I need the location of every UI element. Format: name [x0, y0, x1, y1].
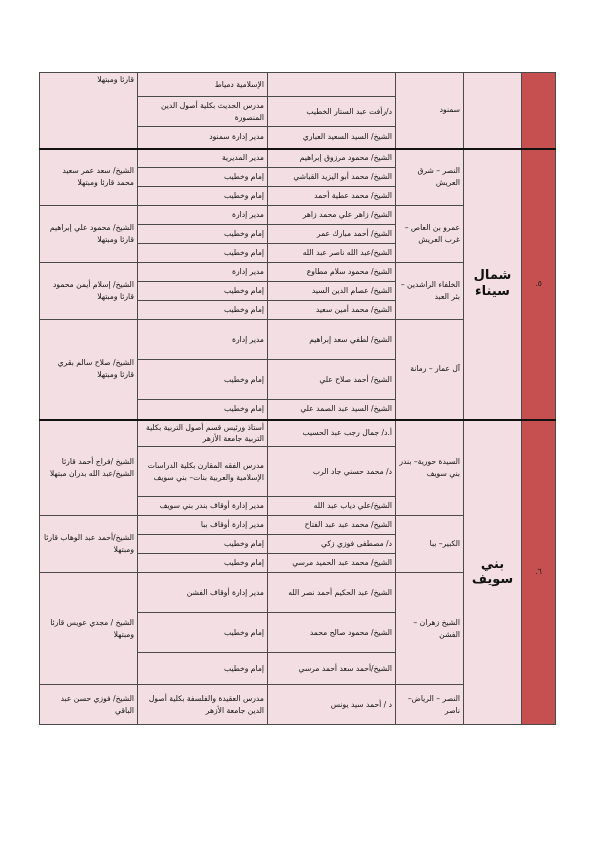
row-number-cell: ٦.	[522, 420, 556, 725]
name-cell: الشيخ/ محمد عطية أحمد	[268, 187, 396, 206]
area-cell: آل عمار – رمانة	[396, 320, 464, 420]
name-cell: الشيخ/ عبد الحكيم أحمد نصر الله	[268, 573, 396, 613]
name-cell: الشيخ/علي دياب عبد الله	[268, 497, 396, 516]
role-cell: إمام وخطيب	[138, 301, 268, 320]
role-cell: أستاذ ورئيس قسم أصول التربية بكلية التربية جامعة الأزهر	[138, 420, 268, 447]
reader-cell: الشيخ/ فوزي حسن عبد الباقي	[40, 685, 138, 725]
name-cell: الشيخ/ محمد عبد الحميد مرسي	[268, 554, 396, 573]
role-cell: إمام وخطيب	[138, 653, 268, 685]
name-cell: الشيخ/ محمد أمين سعيد	[268, 301, 396, 320]
role-cell: إمام وخطيب	[138, 187, 268, 206]
reader-cell: الشيخ/ محمود علي إبراهيم قارئا ومبتهلا	[40, 206, 138, 263]
area-cell: الشيخ زهران – الفشن	[396, 573, 464, 685]
name-cell: د / أحمد سيد يونس	[268, 685, 396, 725]
name-cell: د/ محمد حسني جاد الرب	[268, 447, 396, 497]
name-cell: الشيخ/ أحمد صلاح علي	[268, 360, 396, 400]
area-cell: الكبير– ببا	[396, 516, 464, 573]
role-cell: إمام وخطيب	[138, 400, 268, 420]
role-cell: مدير إدارة أوقاف ببا	[138, 516, 268, 535]
reader-cell: الشيخ /فراج أحمد قارئا الشيخ/عبد الله بدران مبتهلا	[40, 420, 138, 516]
role-cell: مدرس الحديث بكلية أصول الدين المنصورة	[138, 97, 268, 127]
role-cell: مدير إدارة أوقاف بندر بني سويف	[138, 497, 268, 516]
area-cell: النصر – شرق العريش	[396, 149, 464, 206]
role-cell: إمام وخطيب	[138, 613, 268, 653]
name-cell: أ.د/ جمال رجب عبد الحسيب	[268, 420, 396, 447]
role-cell: مدير إدارة	[138, 263, 268, 282]
name-cell: الشيخ/ محمد أبو اليزيد القباشي	[268, 168, 396, 187]
role-cell: إمام وخطيب	[138, 244, 268, 263]
role-cell: مدير المديرية	[138, 149, 268, 168]
name-cell: الشيخ/ محمد عبد عبد الفتاح	[268, 516, 396, 535]
role-cell: مدرس العقيدة والفلسفة بكلية أصول الدين جامعة الأزهر	[138, 685, 268, 725]
role-cell: إمام وخطيب	[138, 360, 268, 400]
role-cell: مدير إدارة	[138, 206, 268, 225]
area-cell: السيدة حورية– بندر بني سويف	[396, 420, 464, 516]
role-cell: مدير إدارة سمنود	[138, 127, 268, 149]
schedule-table	[39, 72, 556, 725]
name-cell: الشيخ/ أحمد مبارك عمر	[268, 225, 396, 244]
role-cell: الإسلامية دمياط	[138, 73, 268, 97]
name-cell: د/رأفت عبد الستار الخطيب	[268, 97, 396, 127]
name-cell: الشيخ/ زاهر علي محمد زاهر	[268, 206, 396, 225]
role-cell: إمام وخطيب	[138, 225, 268, 244]
name-cell: الشيخ/ السيد السعيد العباري	[268, 127, 396, 149]
role-cell: مدير إدارة أوقاف الفشن	[138, 573, 268, 613]
name-cell: د/ مصطفى فوزي زكي	[268, 535, 396, 554]
area-cell: سمنود	[396, 73, 464, 149]
name-cell: الشيخ/ عصام الدين السيد	[268, 282, 396, 301]
governorate-cell	[464, 73, 522, 149]
row-number-cell	[522, 73, 556, 149]
reader-cell: الشيخ/ سعد عمر سعيد محمد قارئا ومبتهلا	[40, 149, 138, 206]
name-cell: الشيخ/ السيد عبد الصمد علي	[268, 400, 396, 420]
name-cell: الشيخ/ محمود سلام مطاوع	[268, 263, 396, 282]
governorate-cell: شمال سيناء	[464, 149, 522, 420]
name-cell: الشيخ/أحمد سعد أحمد مرسي	[268, 653, 396, 685]
reader-cell: الشيخ / مجدي عويس قارئا ومبتهلا	[40, 573, 138, 685]
area-cell: عمرو بن العاص – غرب العريش	[396, 206, 464, 263]
name-cell: الشيخ/ لطفي سعد إبراهيم	[268, 320, 396, 360]
reader-cell: قارئا ومبتهلا	[40, 73, 138, 149]
governorate-cell: بني سويف	[464, 420, 522, 725]
name-cell: الشيخ/ محمود مرزوق إبراهيم	[268, 149, 396, 168]
reader-cell: الشيخ/أحمد عبد الوهاب قارئا ومبتهلا	[40, 516, 138, 573]
role-cell: إمام وخطيب	[138, 554, 268, 573]
reader-cell: الشيخ/ إسلام أيمن محمود قارئا ومبتهلا	[40, 263, 138, 320]
role-cell: إمام وخطيب	[138, 168, 268, 187]
name-cell: الشيخ/ محمود صالح محمد	[268, 613, 396, 653]
name-cell	[268, 73, 396, 97]
area-cell: الخلفاء الراشدين – بئر العبد	[396, 263, 464, 320]
role-cell: مدرس الفقه المقارن بكلية الدراسات الإسلامية والعربية بنات– بني سويف	[138, 447, 268, 497]
area-cell: النصر – الرياض– ناصر	[396, 685, 464, 725]
row-number-cell: ٥.	[522, 149, 556, 420]
role-cell: مدير إدارة	[138, 320, 268, 360]
role-cell: إمام وخطيب	[138, 535, 268, 554]
reader-cell: الشيخ/ صلاح سالم بقري قارئا ومبتهلا	[40, 320, 138, 420]
role-cell: إمام وخطيب	[138, 282, 268, 301]
name-cell: الشيخ/عبد الله ناصر عبد الله	[268, 244, 396, 263]
